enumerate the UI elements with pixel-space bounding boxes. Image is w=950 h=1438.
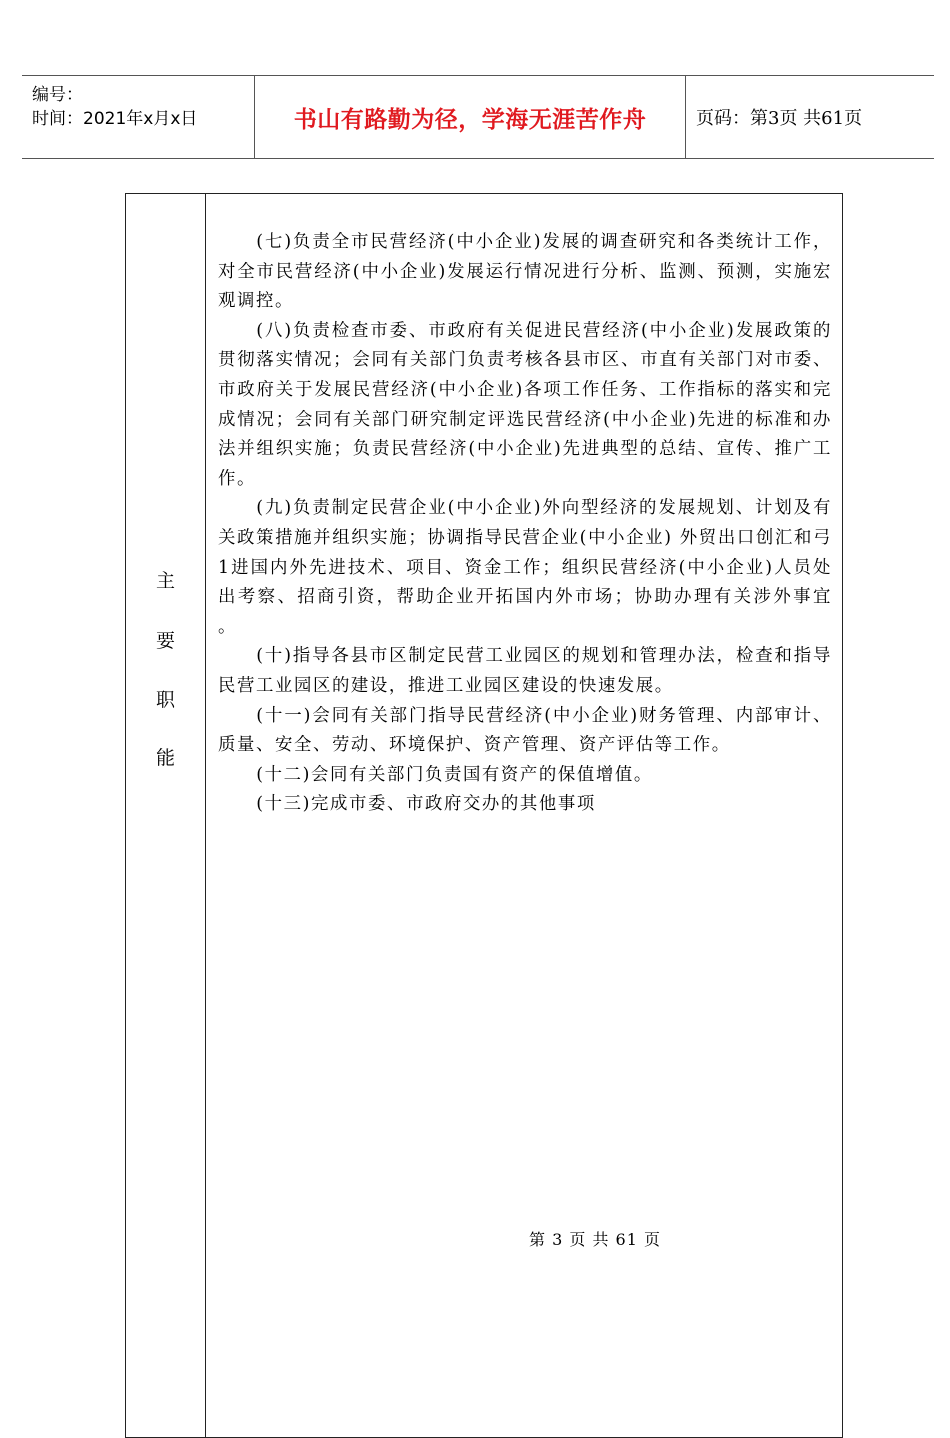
duties-content — [218, 228, 832, 820]
header-meta-cell — [22, 76, 255, 158]
duty-paragraph-9: (九)负责制定民营企业(中小企业)外向型经济的发展规划、计划及有关政策措施并组织实施；协调指导民营企业(中小企业) 外贸出口创汇和弓1进国内外先进技术、项目、资金工作；组织民营经济(中小企业)人员处出考察、招商引资，帮助企业开拓国内外市场；协助办理有关涉外事宜 。 — [218, 498, 832, 637]
motto-text: 书山有路勤为径，学海无涯苦作舟 — [293, 106, 647, 133]
side-label-char-4: 能 — [155, 747, 175, 769]
duty-paragraph-13: (十三)完成市委、市政府交办的其他事项 — [256, 794, 596, 815]
page-info: 页码：第3页 共61页 — [696, 108, 863, 129]
document-header — [22, 75, 934, 159]
duty-paragraph-11: (十一)会同有关部门指导民营经济(中小企业)财务管理、内部审计、质量、安全、劳动、环境保护、资产管理、资产评估等工作。 — [218, 705, 832, 756]
side-label-char-1: 主 — [155, 570, 175, 592]
time-label: 时间：2021年x月x日 — [32, 109, 198, 129]
column-divider — [205, 194, 206, 1437]
page-footer — [0, 1227, 950, 1250]
duty-paragraph-10: (十)指导各县市区制定民营工业园区的规划和管理办法，检查和指导民营工业园区的建设，推进工业园区建设的快速发展。 — [218, 646, 832, 696]
side-label-char-3: 职 — [155, 689, 175, 711]
number-label: 编号： — [32, 85, 83, 105]
footer-page-number: 第 3 页 共 61 页 — [529, 1230, 661, 1249]
motto-cell — [255, 76, 686, 158]
side-label-char-2: 要 — [155, 630, 175, 652]
duty-paragraph-7: (七)负责全市民营经济(中小企业)发展的调查研究和各类统计工作，对全市民营经济(中小企业)发展运行情况进行分析、监测、预测，实施宏观调控。 — [218, 232, 832, 312]
duty-paragraph-12: (十二)会同有关部门负责国有资产的保值增值。 — [256, 764, 653, 785]
page-info-cell — [686, 76, 934, 158]
duty-paragraph-8: (八)负责检查市委、市政府有关促进民营经济(中小企业)发展政策的贯彻落实情况；会同有关部门负责考核各县市区、市直有关部门对市委、市政府关于发展民营经济(中小企业)各项工作任务、工作指标的落实和完成情况；会同有关部门研究制定评选民营经济(中小企业)先进的标准和办法并组织实施；负责民营经济(中小企业)先进典型的总结、宣传、推广工作。 — [218, 320, 832, 489]
duties-table — [125, 193, 843, 1438]
